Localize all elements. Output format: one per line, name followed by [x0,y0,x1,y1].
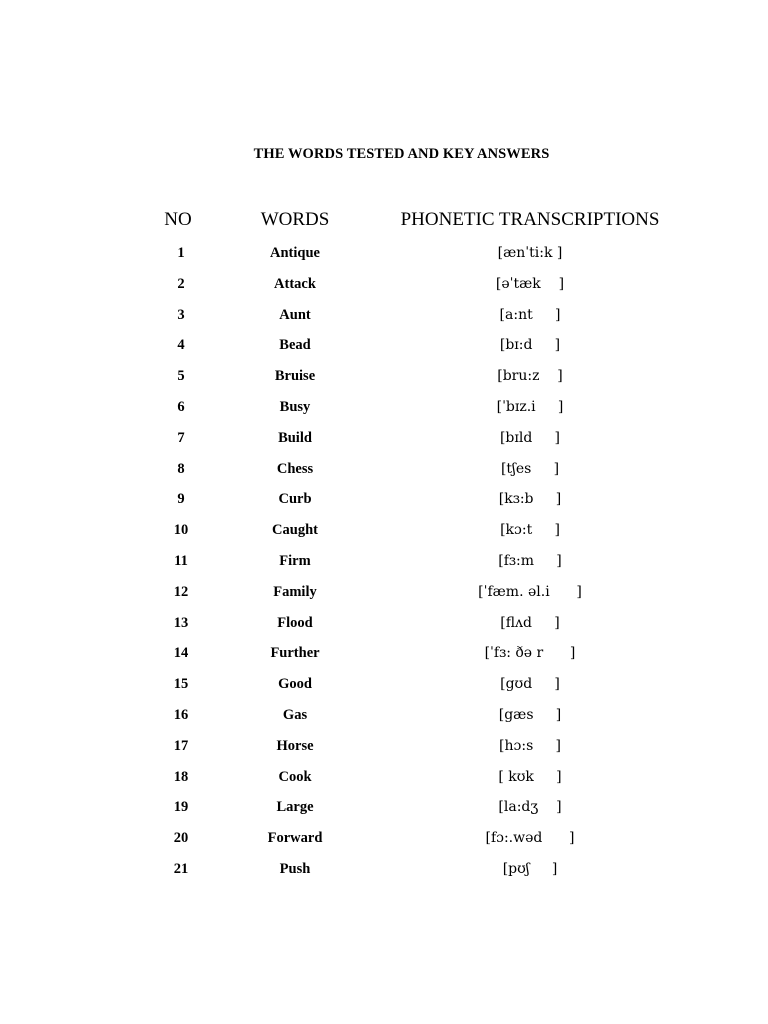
row-phonetic-transcription: [a:nt ] [499,306,561,323]
row-number: 17 [173,737,189,754]
row-number: 7 [177,429,185,446]
table-row [0,861,768,881]
row-number: 11 [174,553,188,569]
row-number: 12 [173,583,189,600]
table-row [0,491,768,511]
table-row [0,276,768,296]
row-word: Curb [278,491,312,508]
row-word: Further [270,645,320,662]
table-row [0,368,768,388]
table-row [0,522,768,542]
row-number: 9 [177,491,185,508]
row-word: Firm [279,553,311,569]
row-word: Forward [267,830,323,847]
row-number: 4 [177,337,185,354]
row-phonetic-transcription: [bɪ:d ] [499,337,561,354]
row-number: 8 [177,460,185,477]
row-phonetic-transcription: [gʊd ] [500,676,560,693]
row-word: Busy [279,399,311,415]
row-word: Flood [277,614,313,631]
row-phonetic-transcription: [la:dʒ ] [498,799,562,816]
row-number: 5 [177,368,185,385]
row-number: 21 [173,861,189,877]
table-row [0,584,768,604]
row-phonetic-transcription: [gæs ] [498,707,562,723]
row-word: Family [273,583,317,600]
row-phonetic-transcription: [tʃes ] [500,460,560,477]
row-number: 10 [173,522,189,539]
table-row [0,307,768,327]
row-word: Build [278,429,312,446]
row-number: 13 [173,614,189,631]
row-phonetic-transcription: [hɔ:s ] [499,737,561,754]
table-row [0,615,768,635]
row-phonetic-transcription: [əˈtæk ] [495,275,565,292]
row-phonetic-transcription: [ænˈti:k ] [497,245,563,261]
row-number: 15 [173,676,189,693]
row-phonetic-transcription: [fɔ:.wəd ] [485,830,575,847]
table-row [0,799,768,819]
column-header-words: WORDS [260,209,330,230]
row-number: 6 [177,399,185,415]
row-phonetic-transcription: [ kʊk ] [498,768,562,785]
table-row [0,245,768,265]
table-row [0,769,768,789]
row-number: 20 [173,830,189,847]
row-word: Bruise [274,368,316,385]
row-phonetic-transcription: [ˈbɪz.i ] [496,399,564,415]
row-word: Gas [282,707,308,723]
table-row [0,676,768,696]
row-word: Antique [270,245,320,261]
row-word: Horse [276,737,314,754]
row-number: 3 [177,306,185,323]
row-phonetic-transcription: [kɜ:b ] [498,491,562,508]
row-phonetic-transcription: [kɔ:t ] [500,522,560,539]
row-word: Chess [276,460,314,477]
table-row [0,707,768,727]
row-phonetic-transcription: [flʌd ] [500,614,560,631]
table-row [0,553,768,573]
table-row [0,337,768,357]
row-phonetic-transcription: [pʊʃ ] [502,861,558,877]
document-title: THE WORDS TESTED AND KEY ANSWERS [253,146,550,162]
table-row [0,430,768,450]
row-word: Good [278,676,312,693]
row-word: Caught [272,522,318,539]
row-word: Attack [274,275,316,292]
column-header-no: NO [164,209,192,230]
row-number: 19 [173,799,189,816]
row-word: Push [279,861,311,877]
table-row [0,830,768,850]
row-word: Large [276,799,314,816]
row-number: 1 [177,245,185,261]
row-phonetic-transcription: [fɜ:m ] [498,553,562,569]
row-phonetic-transcription: [ˈfæm. əl.i ] [478,583,582,600]
row-number: 2 [177,275,185,292]
row-word: Aunt [279,306,311,323]
table-row [0,399,768,419]
row-number: 14 [173,645,189,662]
row-phonetic-transcription: [ˈfɜ: ðə r ] [484,645,576,662]
table-row [0,461,768,481]
row-phonetic-transcription: [bru:z ] [497,368,563,385]
row-phonetic-transcription: [bɪld ] [499,429,561,446]
table-row [0,738,768,758]
row-word: Cook [278,768,312,785]
row-word: Bead [279,337,311,354]
table-row [0,645,768,665]
row-number: 18 [173,768,189,785]
row-number: 16 [173,707,189,723]
column-header-phonetic: PHONETIC TRANSCRIPTIONS [400,209,660,230]
